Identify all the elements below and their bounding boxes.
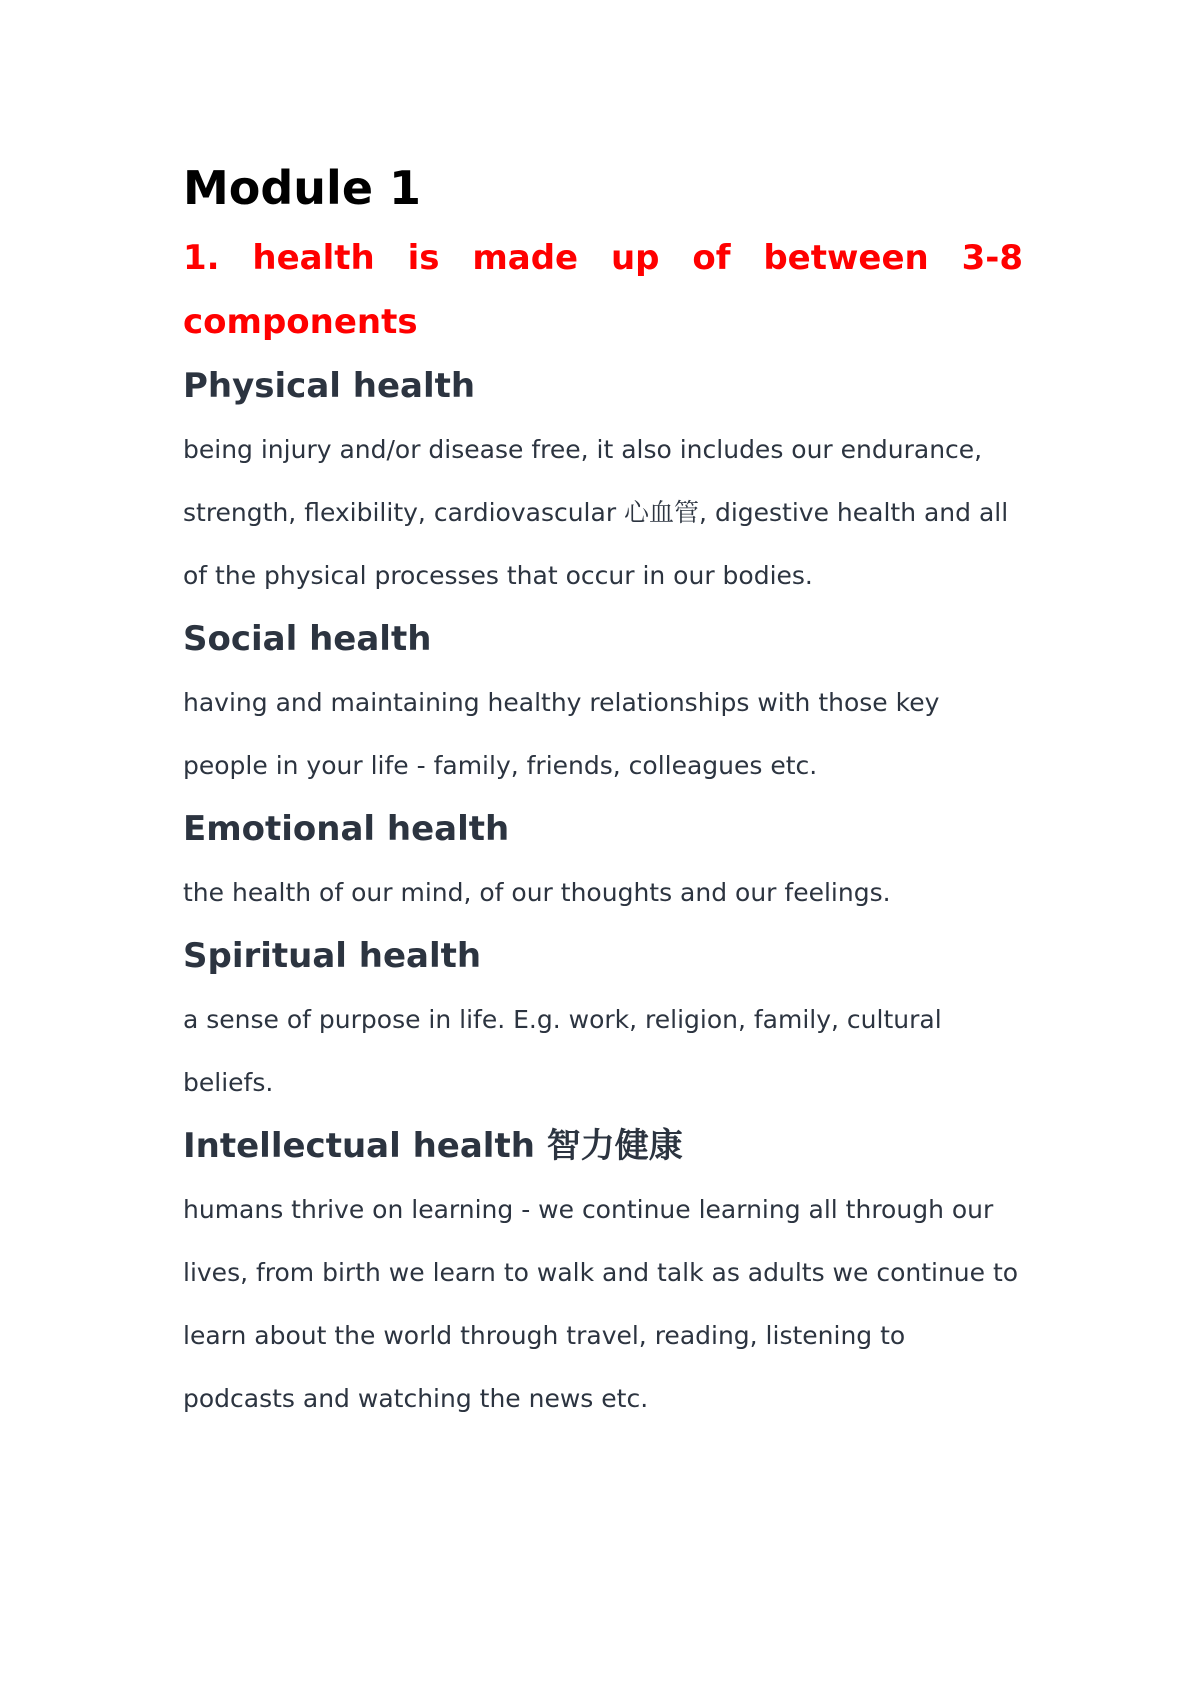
section-heading: Emotional health xyxy=(183,809,510,849)
document-page xyxy=(183,150,1023,1430)
section-body: the health of our mind, of our thoughts and our feelings. xyxy=(183,878,891,907)
lead-heading: 1. health is made up of between 3-8 components xyxy=(183,238,1023,342)
section-heading: Intellectual health 智力健康 xyxy=(183,1126,683,1166)
section-social-health xyxy=(183,607,1023,797)
section-physical-health xyxy=(183,354,1023,607)
section-intellectual-health xyxy=(183,1114,1023,1430)
section-body: a sense of purpose in life. E.g. work, religion, family, cultural beliefs. xyxy=(183,1005,942,1097)
section-body: being injury and/or disease free, it also includes our endurance, strength, flexibility, cardiovascular 心血管, digestive health and all of the physical processes that occur in our bodies. xyxy=(183,435,1009,590)
section-heading: Spiritual health xyxy=(183,936,482,976)
section-heading: Physical health xyxy=(183,366,476,406)
module-title: Module 1 xyxy=(183,161,422,215)
section-spiritual-health xyxy=(183,924,1023,1114)
section-emotional-health xyxy=(183,797,1023,924)
section-body: having and maintaining healthy relationships with those key people in your life - family, friends, colleagues etc. xyxy=(183,688,940,780)
section-body: humans thrive on learning - we continue learning all through our lives, from birth we learn to walk and talk as adults we continue to learn about the world through travel, reading, listening to podcasts and watching the news etc. xyxy=(183,1195,1019,1413)
section-heading: Social health xyxy=(183,619,432,659)
